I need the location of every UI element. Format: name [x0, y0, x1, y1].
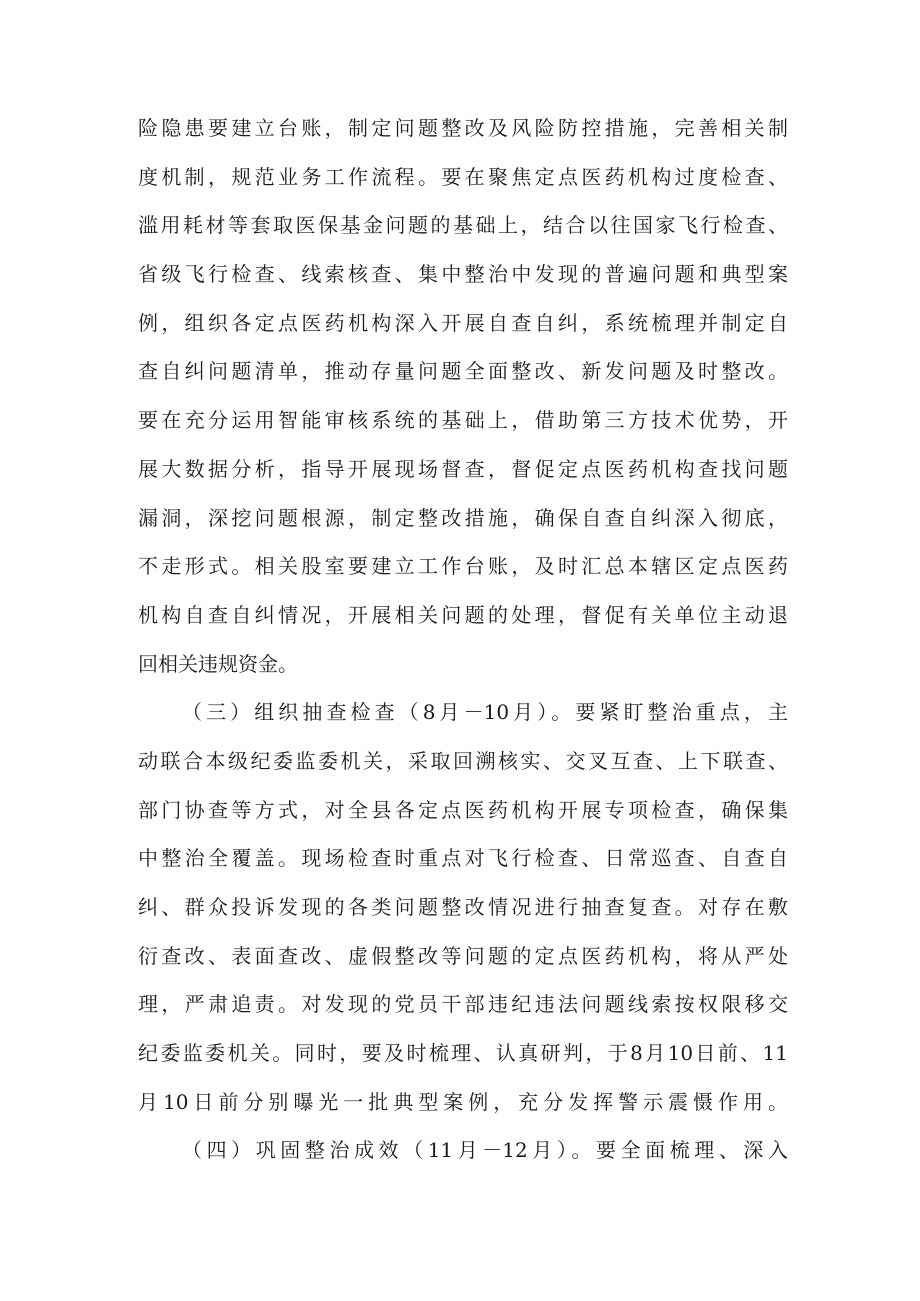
- text-line: 衍查改、表面查改、虚假整改等问题的定点医药机构，将从严处: [138, 943, 788, 968]
- text-line: 漏洞，深挖问题根源，制定整改措施，确保自查自纠深入彻底，: [138, 505, 788, 530]
- text-line: 险隐患要建立台账，制定问题整改及风险防控措施，完善相关制: [138, 116, 788, 140]
- text-line: 部门协查等方式，对全县各定点医药机构开展专项检查，确保集: [138, 797, 788, 822]
- text-line: 理，严肃追责。对发现的党员干部违纪违法问题线索按权限移交: [138, 992, 788, 1017]
- text-line: 纪委监委机关。同时，要及时梳理、认真研判，于8月10日前、11: [138, 1041, 788, 1066]
- text-line: 滥用耗材等套取医保基金问题的基础上，结合以往国家飞行检查、: [138, 213, 788, 238]
- text-line: 动联合本级纪委监委机关，采取回溯核实、交叉互查、上下联查、: [138, 748, 788, 773]
- text-line: 纠、群众投诉发现的各类问题整改情况进行抽查复查。对存在敷: [138, 895, 788, 919]
- text-line: 查自纠问题清单，推动存量问题全面整改、新发问题及时整改。: [138, 359, 788, 384]
- text-line: 要在充分运用智能审核系统的基础上，借助第三方技术优势，开: [138, 408, 788, 433]
- text-line: 中整治全覆盖。现场检查时重点对飞行检查、日常巡查、自查自: [138, 846, 788, 871]
- text-line: 展大数据分析，指导开展现场督查，督促定点医药机构查找问题: [138, 456, 788, 481]
- document-body: [138, 104, 788, 1175]
- text-line: 机构自查自纠情况，开展相关问题的处理，督促有关单位主动退: [138, 602, 788, 627]
- text-line: 不走形式。相关股室要建立工作台账，及时汇总本辖区定点医药: [138, 554, 788, 579]
- text-line: 例，组织各定点医药机构深入开展自查自纠，系统梳理并制定自: [138, 310, 788, 335]
- text-line: （三）组织抽查检查（8月－10月）。要紧盯整治重点，主: [182, 700, 788, 725]
- text-line: （四）巩固整治成效（11月－12月）。要全面梳理、深入: [182, 1138, 788, 1163]
- text-line: 省级飞行检查、线索核查、集中整治中发现的普遍问题和典型案: [138, 262, 788, 287]
- text-line: 回相关违规资金。: [138, 651, 298, 676]
- text-line: 度机制，规范业务工作流程。要在聚焦定点医药机构过度检查、: [138, 164, 788, 189]
- text-line: 月10日前分别曝光一批典型案例，充分发挥警示震慑作用。: [138, 1089, 788, 1114]
